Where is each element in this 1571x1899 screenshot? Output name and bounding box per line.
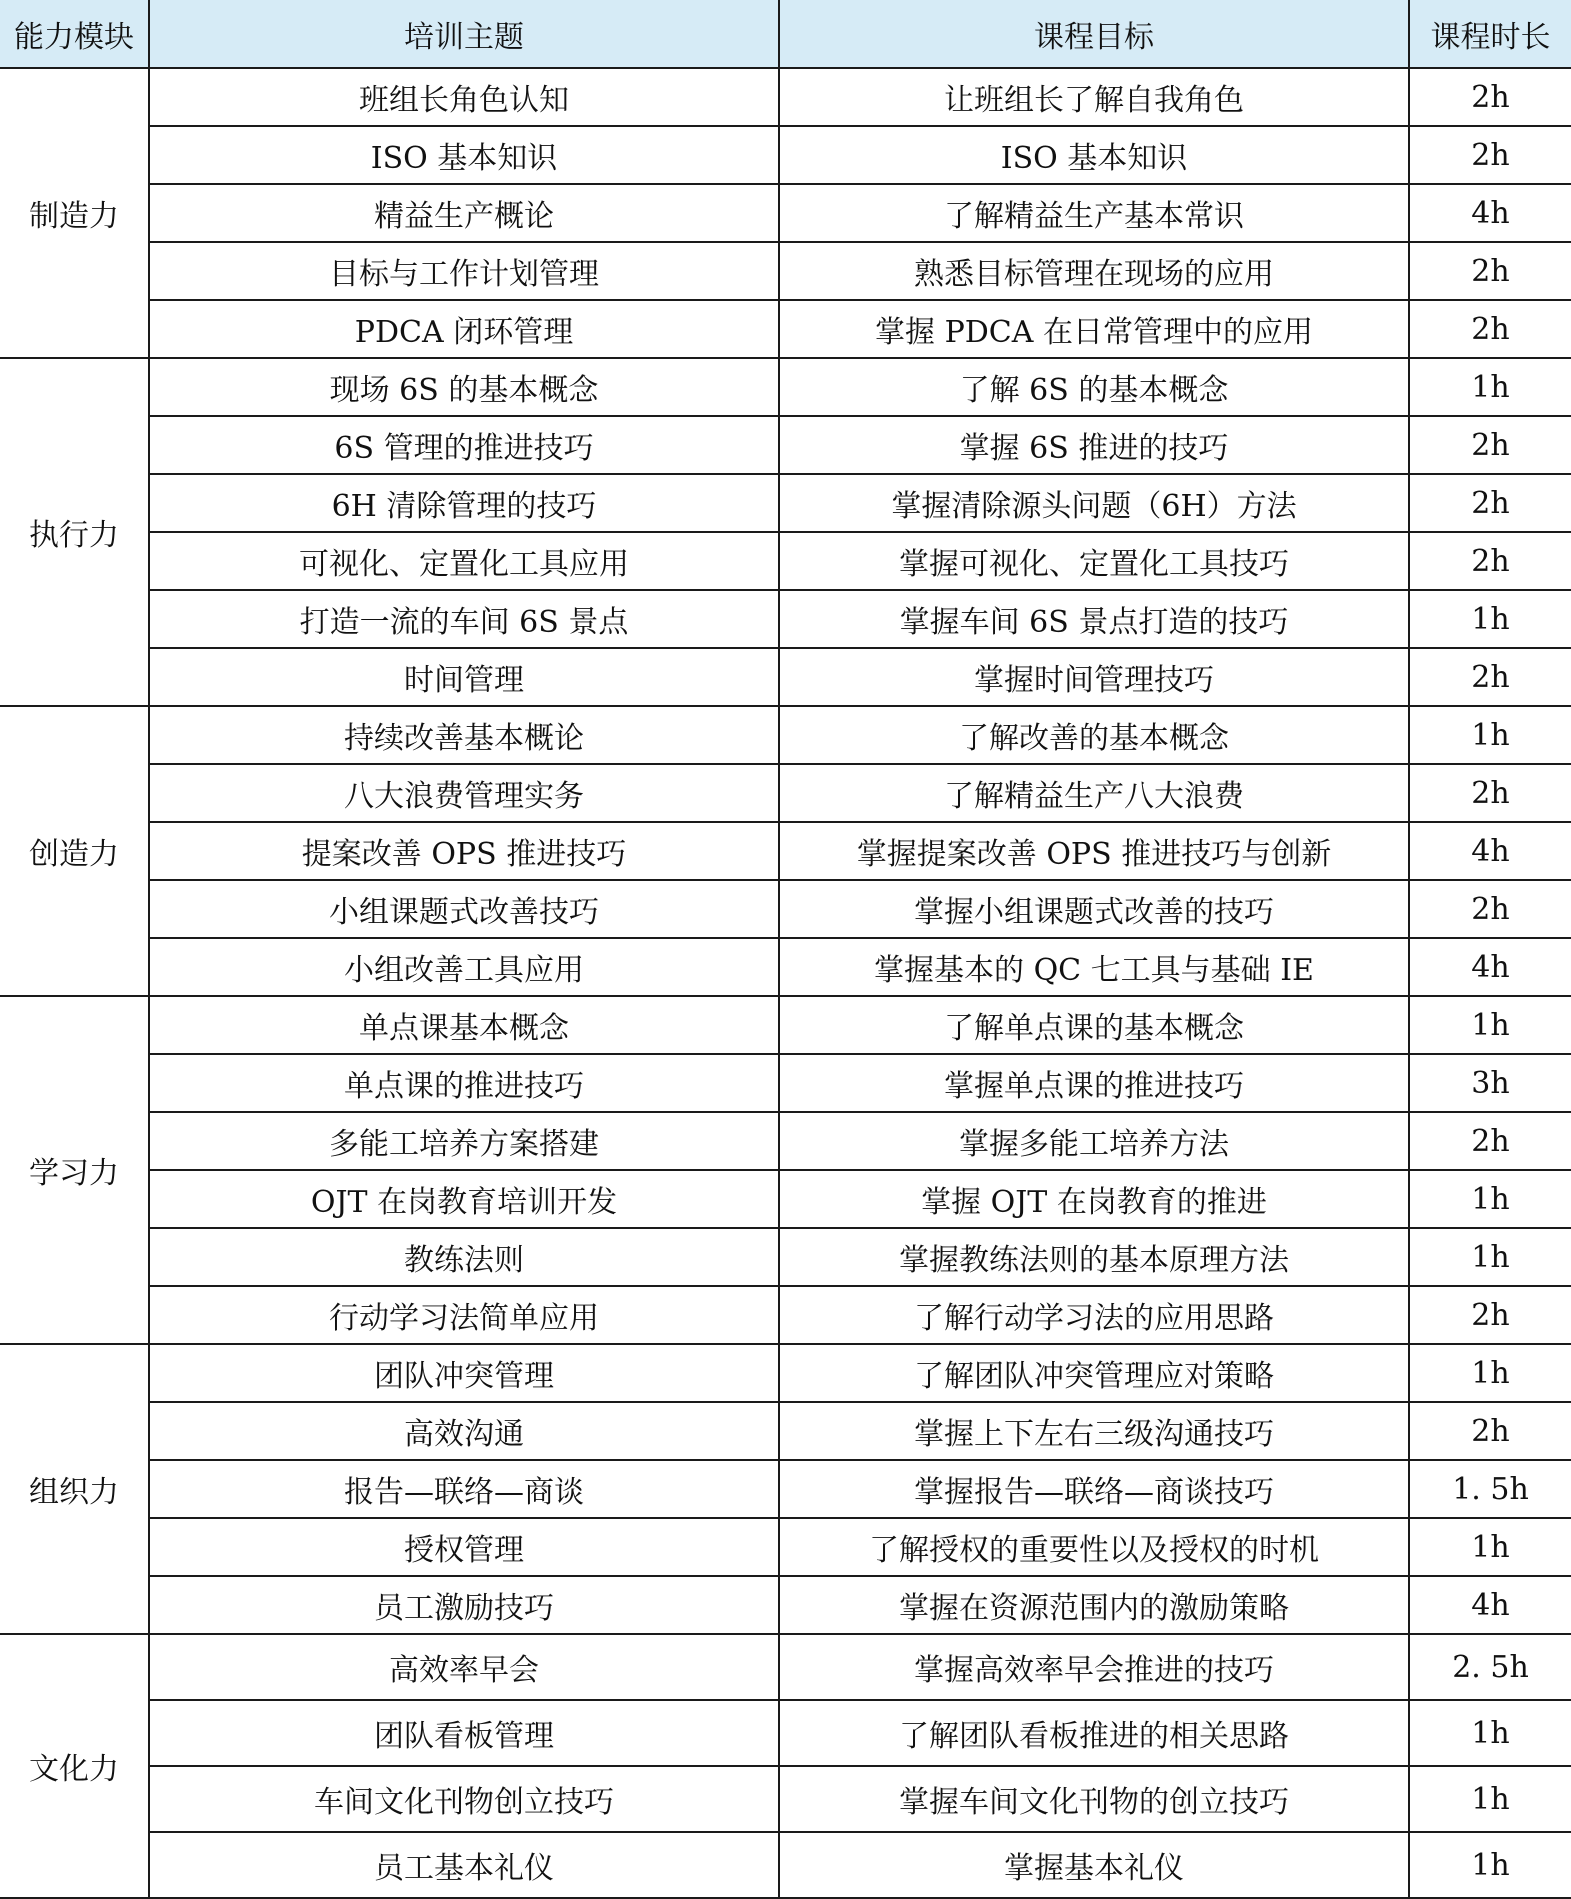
table-row [0, 822, 1571, 880]
duration-cell: 2h [1409, 416, 1571, 474]
table-row [0, 1170, 1571, 1228]
table-row [0, 1634, 1571, 1700]
table-row [0, 590, 1571, 648]
duration-cell: 2h [1409, 474, 1571, 532]
duration-cell: 4h [1409, 184, 1571, 242]
table-row [0, 358, 1571, 416]
goal-cell: 掌握基本礼仪 [779, 1832, 1409, 1898]
duration-cell: 1h [1409, 706, 1571, 764]
topic-cell: OJT 在岗教育培训开发 [149, 1170, 779, 1228]
goal-cell: 掌握车间文化刊物的创立技巧 [779, 1766, 1409, 1832]
topic-cell: 高效沟通 [149, 1402, 779, 1460]
table-row [0, 242, 1571, 300]
header-module: 能力模块 [0, 0, 149, 68]
topic-cell: 教练法则 [149, 1228, 779, 1286]
topic-cell: 八大浪费管理实务 [149, 764, 779, 822]
topic-cell: 现场 6S 的基本概念 [149, 358, 779, 416]
table-row [0, 1054, 1571, 1112]
goal-cell: 掌握可视化、定置化工具技巧 [779, 532, 1409, 590]
table-row [0, 1286, 1571, 1344]
topic-cell: 报告—联络—商谈 [149, 1460, 779, 1518]
module-cell: 文化力 [0, 1634, 149, 1898]
goal-cell: 了解团队冲突管理应对策略 [779, 1344, 1409, 1402]
table-row [0, 126, 1571, 184]
duration-cell: 4h [1409, 938, 1571, 996]
duration-cell: 1h [1409, 1170, 1571, 1228]
duration-cell: 1. 5h [1409, 1460, 1571, 1518]
goal-cell: 掌握小组课题式改善的技巧 [779, 880, 1409, 938]
topic-cell: 小组改善工具应用 [149, 938, 779, 996]
duration-cell: 2h [1409, 1112, 1571, 1170]
goal-cell: 熟悉目标管理在现场的应用 [779, 242, 1409, 300]
table-row [0, 1344, 1571, 1402]
topic-cell: 员工基本礼仪 [149, 1832, 779, 1898]
table-row [0, 996, 1571, 1054]
table-row [0, 706, 1571, 764]
table-row [0, 764, 1571, 822]
topic-cell: 员工激励技巧 [149, 1576, 779, 1634]
duration-cell: 2. 5h [1409, 1634, 1571, 1700]
goal-cell: 掌握 6S 推进的技巧 [779, 416, 1409, 474]
duration-cell: 2h [1409, 532, 1571, 590]
goal-cell: 了解 6S 的基本概念 [779, 358, 1409, 416]
goal-cell: 了解行动学习法的应用思路 [779, 1286, 1409, 1344]
topic-cell: 团队看板管理 [149, 1700, 779, 1766]
goal-cell: 掌握时间管理技巧 [779, 648, 1409, 706]
topic-cell: 行动学习法简单应用 [149, 1286, 779, 1344]
topic-cell: 多能工培养方案搭建 [149, 1112, 779, 1170]
duration-cell: 1h [1409, 358, 1571, 416]
header-topic: 培训主题 [149, 0, 779, 68]
table-row [0, 184, 1571, 242]
goal-cell: 了解改善的基本概念 [779, 706, 1409, 764]
goal-cell: 掌握车间 6S 景点打造的技巧 [779, 590, 1409, 648]
table-row [0, 880, 1571, 938]
goal-cell: 掌握 OJT 在岗教育的推进 [779, 1170, 1409, 1228]
table-row [0, 300, 1571, 358]
topic-cell: 授权管理 [149, 1518, 779, 1576]
duration-cell: 1h [1409, 590, 1571, 648]
module-cell: 学习力 [0, 996, 149, 1344]
topic-cell: 团队冲突管理 [149, 1344, 779, 1402]
table-row [0, 938, 1571, 996]
duration-cell: 1h [1409, 1518, 1571, 1576]
table-body [0, 68, 1571, 1898]
duration-cell: 2h [1409, 764, 1571, 822]
header-row [0, 0, 1571, 68]
goal-cell: 掌握上下左右三级沟通技巧 [779, 1402, 1409, 1460]
topic-cell: 时间管理 [149, 648, 779, 706]
topic-cell: 6H 清除管理的技巧 [149, 474, 779, 532]
goal-cell: 掌握清除源头问题（6H）方法 [779, 474, 1409, 532]
topic-cell: 小组课题式改善技巧 [149, 880, 779, 938]
goal-cell: 了解授权的重要性以及授权的时机 [779, 1518, 1409, 1576]
duration-cell: 4h [1409, 822, 1571, 880]
topic-cell: 车间文化刊物创立技巧 [149, 1766, 779, 1832]
topic-cell: 持续改善基本概论 [149, 706, 779, 764]
topic-cell: 单点课的推进技巧 [149, 1054, 779, 1112]
goal-cell: 了解单点课的基本概念 [779, 996, 1409, 1054]
goal-cell: 掌握提案改善 OPS 推进技巧与创新 [779, 822, 1409, 880]
topic-cell: 班组长角色认知 [149, 68, 779, 126]
goal-cell: 掌握高效率早会推进的技巧 [779, 1634, 1409, 1700]
module-cell: 创造力 [0, 706, 149, 996]
duration-cell: 1h [1409, 1228, 1571, 1286]
duration-cell: 3h [1409, 1054, 1571, 1112]
duration-cell: 1h [1409, 996, 1571, 1054]
table-row [0, 1700, 1571, 1766]
duration-cell: 2h [1409, 300, 1571, 358]
table-row [0, 1228, 1571, 1286]
table-row [0, 648, 1571, 706]
duration-cell: 1h [1409, 1344, 1571, 1402]
table-row [0, 1832, 1571, 1898]
table-row [0, 532, 1571, 590]
topic-cell: 高效率早会 [149, 1634, 779, 1700]
table-row [0, 474, 1571, 532]
table-row [0, 1460, 1571, 1518]
module-cell: 制造力 [0, 68, 149, 358]
table-row [0, 1518, 1571, 1576]
topic-cell: 6S 管理的推进技巧 [149, 416, 779, 474]
topic-cell: PDCA 闭环管理 [149, 300, 779, 358]
goal-cell: 掌握 PDCA 在日常管理中的应用 [779, 300, 1409, 358]
topic-cell: 可视化、定置化工具应用 [149, 532, 779, 590]
duration-cell: 2h [1409, 880, 1571, 938]
duration-cell: 2h [1409, 68, 1571, 126]
goal-cell: 掌握报告—联络—商谈技巧 [779, 1460, 1409, 1518]
goal-cell: 掌握基本的 QC 七工具与基础 IE [779, 938, 1409, 996]
module-cell: 组织力 [0, 1344, 149, 1634]
goal-cell: 掌握教练法则的基本原理方法 [779, 1228, 1409, 1286]
goal-cell: 掌握多能工培养方法 [779, 1112, 1409, 1170]
duration-cell: 2h [1409, 1286, 1571, 1344]
goal-cell: ISO 基本知识 [779, 126, 1409, 184]
topic-cell: 打造一流的车间 6S 景点 [149, 590, 779, 648]
topic-cell: 精益生产概论 [149, 184, 779, 242]
duration-cell: 2h [1409, 648, 1571, 706]
duration-cell: 2h [1409, 1402, 1571, 1460]
goal-cell: 了解团队看板推进的相关思路 [779, 1700, 1409, 1766]
topic-cell: 提案改善 OPS 推进技巧 [149, 822, 779, 880]
table-row [0, 1112, 1571, 1170]
topic-cell: ISO 基本知识 [149, 126, 779, 184]
header-duration: 课程时长 [1409, 0, 1571, 68]
goal-cell: 掌握在资源范围内的激励策略 [779, 1576, 1409, 1634]
table-row [0, 68, 1571, 126]
duration-cell: 2h [1409, 126, 1571, 184]
goal-cell: 让班组长了解自我角色 [779, 68, 1409, 126]
module-cell: 执行力 [0, 358, 149, 706]
duration-cell: 1h [1409, 1832, 1571, 1898]
duration-cell: 1h [1409, 1766, 1571, 1832]
duration-cell: 2h [1409, 242, 1571, 300]
duration-cell: 4h [1409, 1576, 1571, 1634]
table-row [0, 1766, 1571, 1832]
topic-cell: 目标与工作计划管理 [149, 242, 779, 300]
goal-cell: 掌握单点课的推进技巧 [779, 1054, 1409, 1112]
topic-cell: 单点课基本概念 [149, 996, 779, 1054]
table-row [0, 1576, 1571, 1634]
table-row [0, 1402, 1571, 1460]
table-row [0, 416, 1571, 474]
goal-cell: 了解精益生产基本常识 [779, 184, 1409, 242]
duration-cell: 1h [1409, 1700, 1571, 1766]
header-goal: 课程目标 [779, 0, 1409, 68]
goal-cell: 了解精益生产八大浪费 [779, 764, 1409, 822]
